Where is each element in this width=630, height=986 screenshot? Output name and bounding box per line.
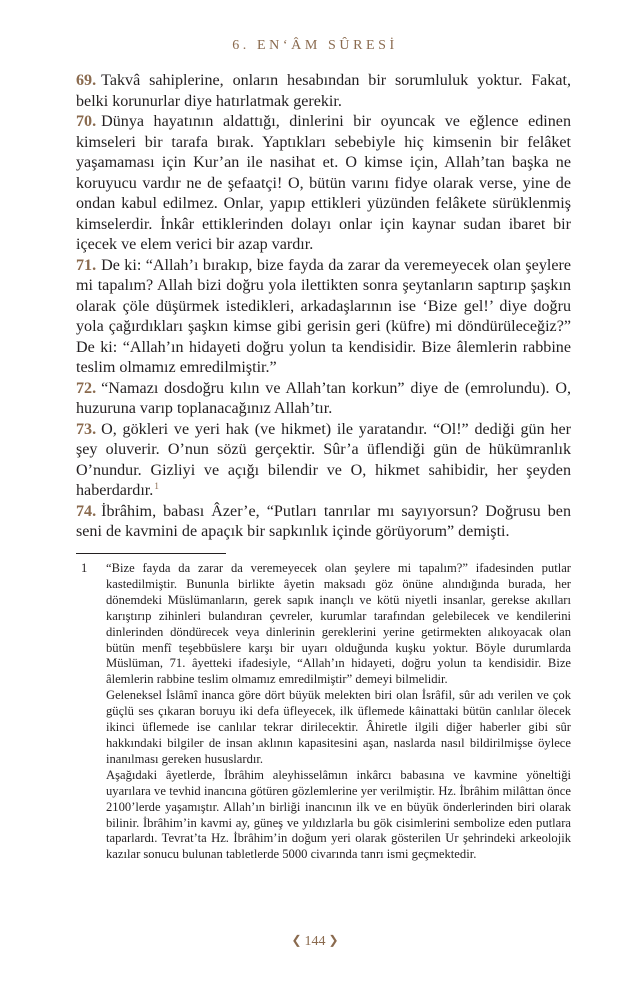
verse-73: [76, 420, 571, 502]
verse-text: Dünya hayatının aldattığı, dinlerini bir oyuncak ve eğlence edinen kimseleri bir tarafa bırak. Yaptıkları sebebiyle hiç kimsenin bir felâket yaşamaması için Kur’an ile nasihat et. O kimse için, Allah’tan başka ne koruyucu vardır ne de şefaatçi! O, bütün varını fidye olarak verse, yine de ondan kabul edilmez. Onlar, yapıp ettikleri yüzünden felâkete sürüklenmiş kimselerdir. İnkâr ettiklerinden dolayı onlar için kaynar sudan ibaret bir içecek ve elem verici bir azap vardır.: [76, 113, 571, 253]
verse-number: 72.: [76, 379, 97, 397]
verse-number: 74.: [76, 502, 97, 520]
footnotes: [76, 561, 571, 863]
verse-text: Takvâ sahiplerine, onların hesabından bir sorumluluk yoktur. Fakat, belki korunurlar diye hatırlatmak gerekir.: [76, 72, 571, 110]
footnote-mark: 1: [81, 561, 88, 575]
page-number-text: 144: [304, 934, 326, 949]
verse-number: 69.: [76, 72, 97, 89]
verse-70: [76, 112, 571, 256]
verse-block: [76, 71, 571, 543]
footnote-paragraph: Geleneksel İslâmî inanca göre dört büyük melekten biri olan İsrâfil, sûr adı verilen ve çok güçlü ses çıkaran boruyu iki defa üfleyecek, ilk üflemede kâinattaki bütün canlılar ölecek ikinci üflemede ise canlılar tekrar dirilecektir. Âhiretle ilgili diğer haberler gibi sûr hakkındaki bilgiler de insan aklının kapasitesini aşan, naslarda nasıl bildirilmişse öylece inanılması gereken hususlardır.: [106, 688, 571, 766]
verse-text: “Namazı dosdoğru kılın ve Allah’tan korkun” diye de (emrolundu). O, huzuruna varıp toplanacağınız Allah’tır.: [76, 379, 571, 417]
verse-number: 70.: [76, 113, 97, 130]
running-header: 6. EN‘ÂM SÛRESİ: [232, 38, 398, 53]
verse-text: İbrâhim, babası Âzer’e, “Putları tanrılar mı sayıyorsun? Doğrusu ben seni de kavmini de apaçık bir sapkınlık içinde görüyorum” demişti.: [76, 502, 571, 540]
ornament-left-icon: ❮: [291, 933, 302, 947]
footnote-reference[interactable]: 1: [154, 480, 159, 491]
verse-number: 71.: [76, 256, 97, 274]
footnote-divider: [76, 553, 226, 554]
footnote-paragraph: Aşağıdaki âyetlerde, İbrâhim aleyhisselâmın inkârcı babasına ve kavmine yöneltiği uyarılara ve tevhid inancına götüren gözlemlerine yer verilmiştir. Hz. İbrâhim milâttan önce 2100’lerde yaşamıştır. Allah’ın birliği inancının ilk ve en büyük önderlerinden biri olarak bilinir. İbrâhim’in kavmi ay, güneş ve yıldızlarla bu gök cisimlerini sembolize eden putlara taparlardı. Tevrat’ta Hz. İbrâhim’in doğum yeri olarak gösterilen Ur şehrindeki arkeolojik kazılar sonucu bulunan tabletlerde 5000 civarında tanrı ismi geçmektedir.: [106, 767, 571, 862]
verse-text: O, gökleri ve yeri hak (ve hikmet) ile yaratandır. “Ol!” dediği gün her şey oluverir. O’nun sözü gerçektir. Sûr’a üflendiği gün de hükümranlık O’nundur. Gizliyi ve açığı bilendir ve O, hikmet sahibidir, her şeyden haberdardır.: [76, 420, 571, 499]
verse-number: 73.: [76, 420, 97, 438]
verse-72: [76, 379, 571, 420]
verse-71: [76, 256, 571, 379]
verse-74: [76, 502, 571, 543]
footnote-body: [106, 561, 571, 863]
footnote: [76, 561, 571, 863]
verse-text: De ki: “Allah’ı bırakıp, bize fayda da zarar da veremeyecek olan şeylere mi tapalım? Allah bizi doğru yola ilettikten sonra şeytanların saptırıp şaşkın olarak çöle düşürmek istedikleri, arkadaşlarının ise ‘Bize gel!’ diye doğru yola çağırdıkları şaşkın kimse gibi gerisin geri (küfre) mi döndürüleceğiz?” De ki: “Allah’ın hidayeti doğru yolun ta kendisidir. Bize âlemlerin rabbine teslim olmamız emredilmiştir.”: [76, 256, 571, 376]
ornament-right-icon: ❯: [328, 933, 339, 947]
footnote-paragraph: “Bize fayda da zarar da veremeyecek olan şeylere mi tapalım?” ifadesinden putlar kastedilmiştir. Bununla birlikte âyetin maksadı göz önüne alındığında burada, her dönemdeki Müslümanların, gerek sapık inançlı ve kötü niyetli insanlar, gerekse akılları karıştırıp zihinleri bulandıran çevreler, kurumlar tarafından gelebilecek ve kendilerini dinlerinden döndürecek veya dinlerinin gereklerini yerine getirmekten alıkoyacak olan bütün menfî teşebbüslere karşı bir uyarı olduğunda kuşku yoktur. Böyle durumlarda Müslüman, 71. âyetteki ifadesiyle, “Allah’ın hidayeti, doğru yolun ta kendisidir. Bize âlemlerin rabbine teslim olmamız emredilmiştir” demeyi bilmelidir.: [106, 561, 571, 687]
page-number: [0, 933, 630, 950]
verse-69: [76, 71, 571, 112]
